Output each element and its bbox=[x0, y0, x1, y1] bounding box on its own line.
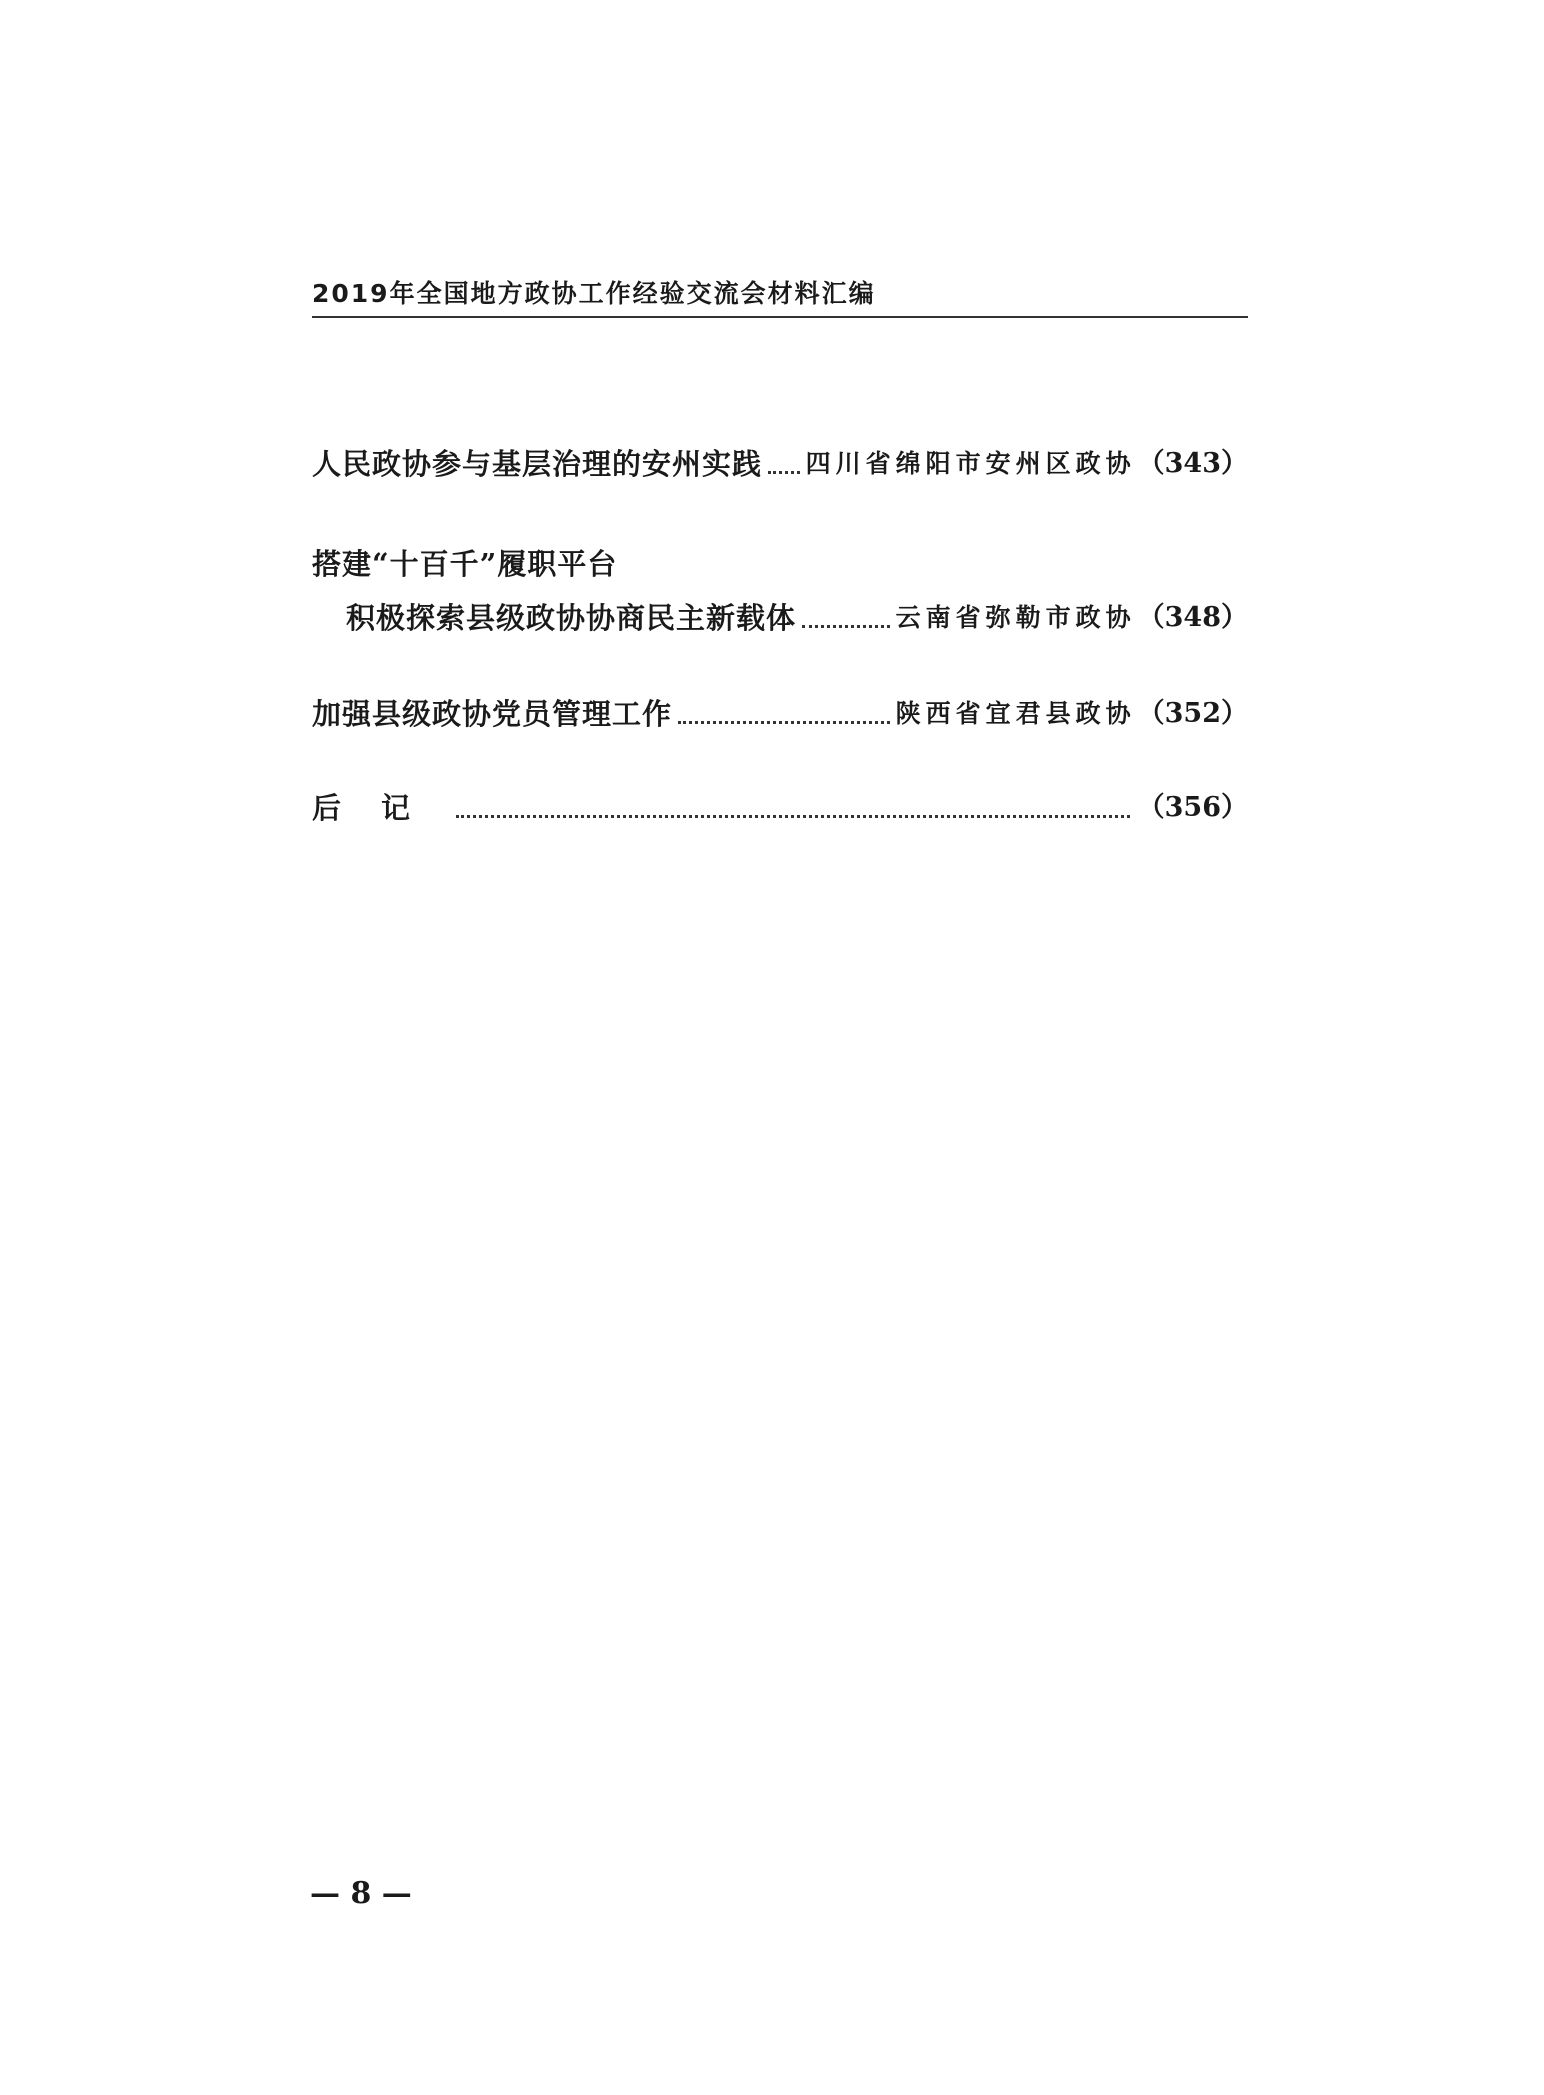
toc-entry-author: 云南省弥勒市政协 bbox=[895, 603, 1136, 632]
toc-entry-title: 后记 bbox=[312, 791, 451, 825]
toc-entry-page: （348） bbox=[1137, 602, 1248, 633]
running-header bbox=[312, 272, 1248, 318]
dot-leader bbox=[456, 815, 1130, 818]
toc-entry[interactable] bbox=[312, 784, 1248, 828]
toc-entry-page: （343） bbox=[1137, 448, 1248, 479]
dot-leader bbox=[768, 471, 800, 474]
toc-entry[interactable] bbox=[312, 690, 1248, 734]
running-title: 2019年全国地方政协工作经验交流会材料汇编 bbox=[312, 279, 876, 308]
toc-entry-page: （356） bbox=[1137, 792, 1248, 823]
dot-leader bbox=[802, 625, 890, 628]
toc-entry-author: 陕西省宜君县政协 bbox=[895, 699, 1136, 728]
toc-entry[interactable] bbox=[346, 594, 1248, 638]
toc-entry-title: 人民政协参与基层治理的安州实践 bbox=[312, 447, 763, 481]
page-number: — 8 — bbox=[310, 1876, 412, 1911]
toc-entry-page: （352） bbox=[1137, 698, 1248, 729]
toc-entry-author: 四川省绵阳市安州区政协 bbox=[805, 449, 1136, 478]
toc-entry-title: 积极探索县级政协协商民主新载体 bbox=[346, 601, 797, 635]
toc-entry[interactable] bbox=[312, 440, 1248, 484]
dot-leader bbox=[678, 721, 890, 724]
toc-entry-heading: 搭建“十百千”履职平台 bbox=[312, 547, 618, 581]
toc-entry-title: 加强县级政协党员管理工作 bbox=[312, 697, 673, 731]
